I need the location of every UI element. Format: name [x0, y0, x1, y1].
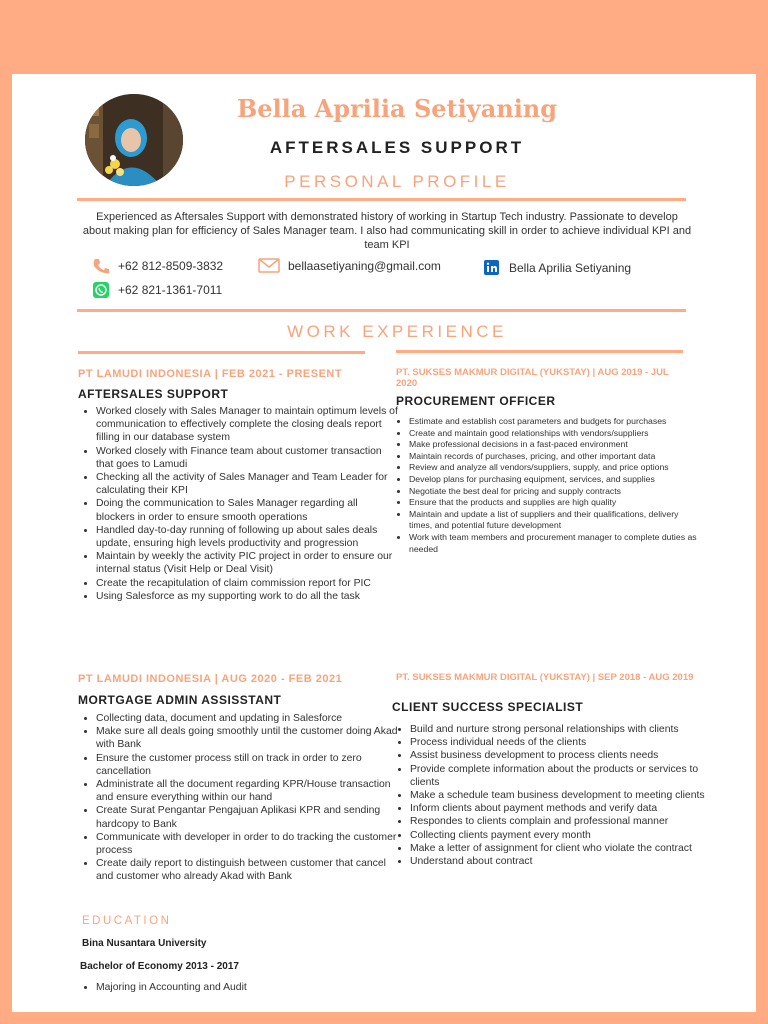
job-title: AFTERSALES SUPPORT: [269, 138, 525, 157]
job-bullets: [396, 416, 699, 555]
list-item: • Develop plans for purchasing equipment, services, and supplies: [409, 474, 699, 486]
list-item: • Negotiate the best deal for pricing and supply contracts: [409, 486, 699, 498]
list-item: • Majoring in Accounting and Audit: [96, 981, 396, 994]
list-item: • Using Salesforce as my supporting work to do all the task: [96, 590, 398, 603]
job-bullets: [78, 405, 398, 603]
list-item: • Maintain and update a list of suppliers and their qualifications, delivery times, and potential future development: [409, 509, 699, 532]
list-item: • Create the recapitulation of claim commission report for PIC: [96, 577, 398, 590]
list-item: • Collecting data, document and updating in Salesforce: [96, 712, 398, 725]
job-bullets: [78, 712, 398, 884]
education-bullets: [78, 981, 396, 994]
list-item: • Respondes to clients complain and professional manner: [410, 815, 710, 828]
company-name: PT LAMUDI INDONESIA | AUG 2020 - FEB 2021: [78, 673, 343, 685]
list-item: • Handled day-to-day running of following up about sales deals update, ensuring high levels productivity and progression: [96, 524, 398, 550]
list-item: • Create Surat Pengantar Pengajuan Aplikasi KPR and sending hardcopy to Bank: [96, 804, 398, 830]
list-item: • Inform clients about payment methods and verify data: [410, 802, 710, 815]
divider: [77, 309, 686, 312]
school-name: Bina Nusantara University: [82, 938, 207, 949]
list-item: • Maintain records of purchases, pricing, and other important data: [409, 451, 699, 463]
section-heading-profile: PERSONAL PROFILE: [284, 172, 510, 191]
whatsapp-number: +62 821-1361-7011: [118, 283, 223, 297]
list-item: • Make sure all deals going smoothly until the customer doing Akad with Bank: [96, 725, 398, 751]
email-icon: [258, 258, 280, 273]
list-item: • Build and nurture strong personal relationships with clients: [410, 723, 710, 736]
job-role: PROCUREMENT OFFICER: [396, 394, 556, 408]
list-item: • Assist business development to process clients needs: [410, 749, 710, 762]
list-item: • Worked closely with Finance team about customer transaction that goes to Lamudi: [96, 445, 398, 471]
section-heading-work: WORK EXPERIENCE: [287, 322, 507, 341]
list-item: • Ensure the customer process still on track in order to zero cancellation: [96, 752, 398, 778]
list-item: • Understand about contract: [410, 855, 710, 868]
contact-whatsapp: [92, 282, 222, 298]
list-item: • Create and maintain good relationships with vendors/suppliers: [409, 428, 699, 440]
company-name: PT LAMUDI INDONESIA | FEB 2021 - PRESENT: [78, 368, 343, 380]
list-item: • Provide complete information about the products or services to clients: [410, 763, 710, 789]
phone-icon: [92, 258, 110, 274]
list-item: • Make a schedule team business development to meeting clients: [410, 789, 710, 802]
divider: [396, 350, 683, 353]
contact-phone: [92, 258, 223, 274]
job-role: AFTERSALES SUPPORT: [78, 387, 229, 401]
divider: [78, 351, 365, 354]
linkedin-icon: [484, 260, 499, 275]
list-item: • Worked closely with Sales Manager to maintain optimum levels of communication to effectively complete the closing deals report filling in our database system: [96, 405, 398, 445]
job-bullets: [392, 723, 710, 868]
divider: [77, 198, 686, 201]
list-item: • Checking all the activity of Sales Manager and Team Leader for calculating their KPI: [96, 471, 398, 497]
list-item: • Communicate with developer in order to do tracking the customer process: [96, 831, 398, 857]
list-item: • Work with team members and procurement manager to complete duties as needed: [409, 532, 699, 555]
list-item: • Administrate all the document regarding KPR/House transaction and ensure everything within our hand: [96, 778, 398, 804]
list-item: • Process individual needs of the clients: [410, 736, 710, 749]
job-role: CLIENT SUCCESS SPECIALIST: [392, 700, 584, 714]
list-item: • Ensure that the products and supplies are high quality: [409, 497, 699, 509]
profile-photo: [85, 94, 183, 186]
contact-linkedin: [484, 260, 631, 275]
list-item: • Maintain by weekly the activity PIC project in order to ensure our internal status (Visit Help or Deal Visit): [96, 550, 398, 576]
profile-summary: Experienced as Aftersales Support with demonstrated history of working in Startup Tech industry. Passionate to develop about making plan for efficiency of Sales Manager team. I also had communicating skill in order to achieve individual KPI and team KPI: [82, 211, 692, 251]
linkedin-name: Bella Aprilia Setiyaning: [509, 260, 632, 275]
company-name: PT. SUKSES MAKMUR DIGITAL (YUKSTAY) | SEP 2018 - AUG 2019: [396, 672, 694, 683]
resume-page: [12, 74, 756, 1012]
degree: Bachelor of Economy 2013 - 2017: [80, 961, 239, 972]
whatsapp-icon: [92, 282, 110, 298]
contact-email: [258, 258, 441, 273]
phone-number: +62 812-8509-3832: [118, 259, 224, 273]
list-item: • Make professional decisions in a fast-paced environment: [409, 439, 699, 451]
list-item: • Review and analyze all vendors/suppliers, supply, and price options: [409, 462, 699, 474]
section-heading-education: EDUCATION: [82, 915, 172, 927]
list-item: • Doing the communication to Sales Manager regarding all blockers in order to ensure smooth operations: [96, 497, 398, 523]
list-item: • Make a letter of assignment for client who violate the contract: [410, 842, 710, 855]
email-address: bellaasetiyaning@gmail.com: [288, 258, 441, 273]
list-item: • Create daily report to distinguish between customer that cancel and customer who already Akad with Bank: [96, 857, 398, 883]
job-role: MORTGAGE ADMIN ASSISSTANT: [78, 693, 282, 707]
list-item: • Estimate and establish cost parameters and budgets for purchases: [409, 416, 699, 428]
list-item: • Collecting clients payment every month: [410, 829, 710, 842]
company-name: PT. SUKSES MAKMUR DIGITAL (YUKSTAY) | AUG 2019 - JUL 2020: [396, 367, 669, 389]
candidate-name: Bella Aprilia Setiyaning: [236, 94, 558, 123]
